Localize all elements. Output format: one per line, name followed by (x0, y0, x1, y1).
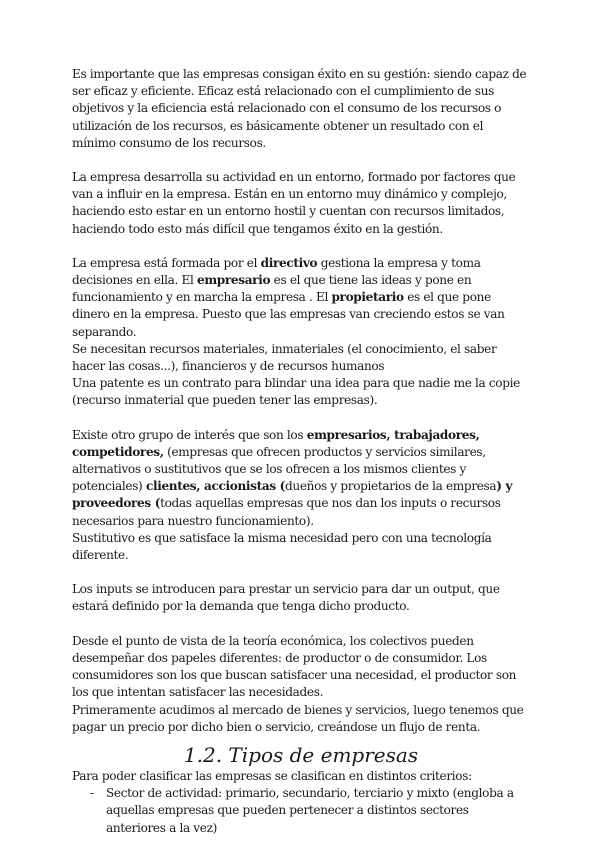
paragraph-market: Primeramente acudimos al mercado de bienes y servicios, luego tenemos que pagar un precio por dicho bien o servicio, creándose un flujo de renta. (72, 702, 524, 734)
term-empresario: empresario (196, 273, 271, 288)
term-stakeholders-3: ) y proveedores ( (72, 479, 513, 511)
stakeholders-text-1: Existe otro grupo de interés que son los (72, 427, 307, 442)
term-propietario: propietario (331, 290, 404, 305)
list-item-text: Sector de actividad: primario, secundario, terciario y mixto (engloba a aquellas empresas que pueden pertenecer a distintos sectores anteriores a la vez) (106, 786, 514, 835)
paragraph-inputs: Los inputs se introducen para prestar un servicio para dar un output, que estará definido por la demanda que tenga dicho producto. (72, 582, 500, 614)
roles-text-2: gestiona la empresa y toma decisiones en ella. El (72, 255, 481, 288)
section-heading: 1.2. Tipos de empresas (183, 742, 419, 767)
paragraph-patent: Una patente es un contrato para blindar una idea para que nadie me la copie (recurso inmaterial que pueden tener las empresas). (72, 376, 520, 408)
stakeholders-text-2: (empresas que ofrecen productos y servicios similares, alternativos o sustitutivos que se los ofrecen a los mismos clientes y potenciales) (72, 444, 486, 494)
term-directivo: directivo (260, 255, 318, 270)
paragraph-efficiency: Es importante que las empresas consigan éxito en su gestión: siendo capaz de ser eficaz y eficiente. Eficaz está relacionado con el cumplimiento de sus objetivos y la eficiencia está relacionado con el consumo de los recursos o utilización de los recursos, es básicamente obtener un resultado con el mínimo consumo de los recursos. (72, 67, 527, 150)
paragraph-environment: La empresa desarrolla su actividad en un entorno, formado por factores que van a influir en la empresa. Están en un entorno muy dinámico y complejo, haciendo esto estar en un entorno hostil y cuentan con recursos limitados, haciendo todo esto más difícil que tengamos éxito en la gestión. (72, 170, 516, 236)
paragraph-classification: Para poder clasificar las empresas se clasifican en distintos criterios: (72, 768, 472, 783)
paragraph-economic-theory: Desde el punto de vista de la teoría económica, los colectivos pueden desempeñar dos papeles diferentes: de productor o de consumidor. Los consumidores son los que buscan satisfacer una necesidad, el productor son los que intentan satisfacer las necesidades. (72, 633, 517, 700)
term-stakeholders-1: empresarios, trabajadores, competidores, (72, 427, 480, 459)
list-marker: - (90, 786, 94, 801)
term-stakeholders-2: clientes, accionistas ( (145, 479, 286, 494)
paragraph-roles (72, 255, 530, 341)
roles-text-4: es el que pone dinero en la empresa. Puesto que las empresas van creciendo estos se van separando. (72, 290, 505, 339)
list-item (72, 785, 530, 837)
roles-text-1: La empresa está formada por el (72, 255, 261, 270)
stakeholders-text-3: dueños y propietarios de la empresa (285, 479, 497, 494)
paragraph-resources: Se necesitan recursos materiales, inmateriales (el conocimiento, el saber hacer las cosas...), financieros y de recursos humanos (72, 341, 497, 374)
roles-text-3: es el que tiene las ideas y pone en funcionamiento y en marcha la empresa . El (72, 273, 472, 305)
paragraph-substitute: Sustitutivo es que satisface la misma necesidad pero con una tecnología diferente. (72, 530, 492, 563)
document-body (72, 66, 530, 837)
paragraph-stakeholders (72, 427, 530, 530)
criteria-list (72, 785, 530, 837)
stakeholders-text-4: todas aquellas empresas que nos dan los inputs o recursos necesarios para nuestro funcionamiento). (72, 496, 501, 528)
